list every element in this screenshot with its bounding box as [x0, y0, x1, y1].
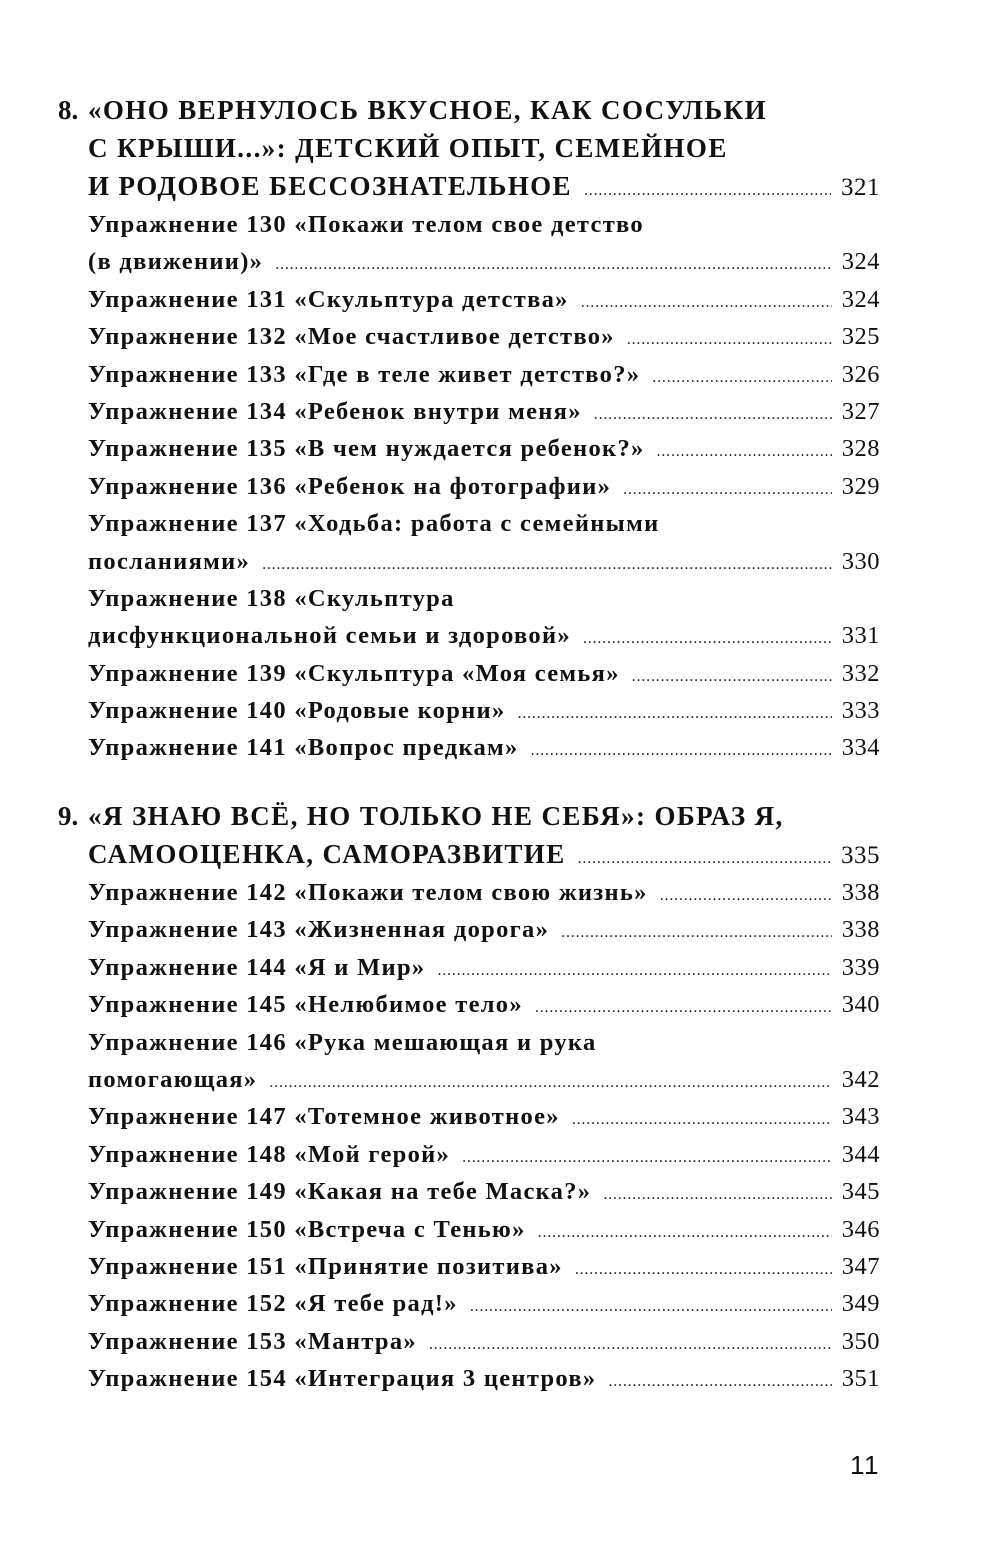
toc-entry-line [88, 1024, 880, 1061]
chapter-page-number: 335 [841, 842, 880, 869]
toc-entry-line [88, 1136, 880, 1173]
toc-entry-line [88, 617, 880, 654]
chapter-title-line [58, 835, 880, 873]
dot-leader [623, 471, 832, 508]
toc-entry-line [88, 1323, 880, 1360]
entry-page-number: 330 [841, 547, 880, 575]
entry-title: дисфункциональной семьи и здоровой» [88, 622, 571, 650]
toc-entry-line [88, 356, 880, 393]
chapter-title-line [58, 797, 880, 835]
dot-leader [583, 620, 832, 657]
chapter-title-line [58, 167, 880, 205]
entry-page-number: 343 [841, 1103, 880, 1131]
entry-page-number: 326 [841, 360, 880, 388]
dot-leader [262, 546, 832, 583]
dot-leader [538, 1214, 832, 1251]
dot-leader [561, 914, 832, 951]
chapter-9-heading [58, 797, 880, 873]
dot-leader [660, 877, 832, 914]
entry-page-number: 333 [841, 697, 880, 725]
entry-title: Упражнение 151 «Принятие позитива» [88, 1252, 563, 1280]
entry-title: Упражнение 145 «Нелюбимое тело» [88, 991, 523, 1019]
entry-page-number: 324 [841, 248, 880, 276]
toc-entry-line [88, 1285, 880, 1322]
chapter-title-text: С КРЫШИ...»: ДЕТСКИЙ ОПЫТ, СЕМЕЙНОЕ [88, 133, 728, 163]
chapter-number: 9. [58, 801, 79, 831]
chapter-number: 8. [58, 95, 79, 125]
dot-leader [572, 1101, 832, 1138]
entry-title: Упражнение 135 «В чем нуждается ребенок?» [88, 435, 645, 463]
entry-title: Упражнение 146 «Рука мешающая и рука [88, 1028, 597, 1056]
toc-entry-line [88, 655, 880, 692]
dot-leader [578, 840, 831, 878]
dot-leader [627, 321, 832, 358]
dot-leader [531, 732, 832, 769]
entry-page-number: 340 [841, 991, 880, 1019]
entry-page-number: 344 [841, 1140, 880, 1168]
entry-page-number: 347 [841, 1252, 880, 1280]
chapter-9-entries [88, 874, 880, 1397]
entry-page-number: 339 [841, 953, 880, 981]
entry-page-number: 338 [841, 916, 880, 944]
entry-title: Упражнение 147 «Тотемное животное» [88, 1103, 560, 1131]
dot-leader [437, 952, 831, 989]
entry-title: (в движении)» [88, 248, 264, 276]
toc-entry-line [88, 1061, 880, 1098]
toc-entry-line [88, 281, 880, 318]
entry-page-number: 329 [841, 472, 880, 500]
dot-leader [575, 1251, 832, 1288]
entry-title: Упражнение 137 «Ходьба: работа с семейными [88, 510, 660, 538]
entry-title: Упражнение 140 «Родовые корни» [88, 697, 506, 725]
entry-title: Упражнение 132 «Мое счастливое детство» [88, 323, 615, 351]
toc-entry-line [88, 729, 880, 766]
chapter-title-text: «ОНО ВЕРНУЛОСЬ ВКУСНОЕ, КАК СОСУЛЬКИ [88, 95, 768, 125]
entry-title: посланиями» [88, 547, 251, 575]
toc-entry-line [88, 430, 880, 467]
dot-leader [594, 396, 832, 433]
entry-page-number: 338 [841, 879, 880, 906]
toc-entry-line [88, 468, 880, 505]
toc-entry-line [88, 580, 880, 617]
entry-page-number: 346 [841, 1215, 880, 1243]
entry-title: Упражнение 136 «Ребенок на фотографии» [88, 472, 612, 500]
dot-leader [584, 172, 831, 210]
entry-title: Упражнение 141 «Вопрос предкам» [88, 734, 519, 762]
entry-title: Упражнение 153 «Мантра» [88, 1327, 417, 1355]
entry-page-number: 350 [841, 1327, 880, 1355]
toc-entry-line [88, 911, 880, 948]
toc-entry-line [88, 1360, 880, 1397]
dot-leader [275, 246, 832, 283]
entry-page-number: 342 [841, 1065, 880, 1093]
entry-title: помогающая» [88, 1065, 258, 1093]
entry-page-number: 324 [841, 285, 880, 313]
entry-page-number: 327 [841, 397, 880, 425]
entry-page-number: 325 [841, 323, 880, 351]
page-number: 11 [850, 1450, 880, 1480]
entry-page-number: 349 [841, 1290, 880, 1318]
entry-page-number: 334 [841, 734, 880, 762]
dot-leader [608, 1363, 831, 1400]
entry-page-number: 332 [841, 659, 880, 687]
dot-leader [470, 1288, 832, 1325]
toc-entry-line [88, 206, 880, 243]
dot-leader [652, 359, 831, 396]
dot-leader [603, 1176, 831, 1213]
entry-title: Упражнение 142 «Покажи телом свою жизнь» [88, 879, 648, 906]
dot-leader [462, 1139, 832, 1176]
entry-title: Упражнение 143 «Жизненная дорога» [88, 916, 550, 944]
dot-leader [518, 695, 832, 732]
toc-entry-line [88, 1173, 880, 1210]
entry-title: Упражнение 150 «Встреча с Тенью» [88, 1215, 526, 1243]
entry-page-number: 345 [841, 1178, 880, 1206]
toc-entry-line [88, 1098, 880, 1135]
entry-title: Упражнение 133 «Где в теле живет детство?» [88, 360, 641, 388]
chapter-8-heading [58, 91, 880, 205]
entry-page-number: 328 [841, 435, 880, 463]
dot-leader [535, 989, 832, 1026]
entry-title: Упражнение 139 «Скульптура «Моя семья» [88, 659, 620, 687]
toc-entry-line [88, 243, 880, 280]
toc-entry-line [88, 505, 880, 542]
toc-entry-line [88, 949, 880, 986]
dot-leader [581, 284, 832, 321]
toc-entry-line [88, 692, 880, 729]
toc-entry-line [88, 874, 880, 911]
chapter-title-text: САМООЦЕНКА, САМОРАЗВИТИЕ [88, 839, 566, 869]
entry-page-number: 351 [841, 1365, 880, 1393]
toc-entry-line [88, 1248, 880, 1285]
entry-title: Упражнение 144 «Я и Мир» [88, 953, 426, 981]
dot-leader [657, 433, 832, 470]
entry-title: Упражнение 152 «Я тебе рад!» [88, 1290, 458, 1318]
chapter-title-line [58, 91, 880, 129]
entry-title: Упражнение 134 «Ребенок внутри меня» [88, 397, 582, 425]
entry-page-number: 331 [841, 622, 880, 650]
dot-leader [429, 1326, 832, 1363]
entry-title: Упражнение 130 «Покажи телом свое детство [88, 211, 644, 238]
entry-title: Упражнение 148 «Мой герой» [88, 1140, 451, 1168]
chapter-page-number: 321 [841, 174, 880, 201]
chapter-title-text: «Я ЗНАЮ ВСЁ, НО ТОЛЬКО НЕ СЕБЯ»: ОБРАЗ Я, [88, 801, 784, 831]
toc-entry-line [88, 986, 880, 1023]
toc-entry-line [88, 318, 880, 355]
chapter-title-text: И РОДОВОЕ БЕССОЗНАТЕЛЬНОЕ [88, 171, 572, 201]
toc-entry-line [88, 393, 880, 430]
dot-leader [269, 1064, 831, 1101]
entry-title: Упражнение 138 «Скульптура [88, 584, 455, 612]
chapter-8-entries [88, 206, 880, 767]
entry-title: Упражнение 131 «Скульптура детства» [88, 285, 569, 313]
entry-title: Упражнение 154 «Интеграция 3 центров» [88, 1365, 597, 1393]
entry-title: Упражнение 149 «Какая на тебе Маска?» [88, 1178, 592, 1206]
toc-entry-line [88, 1211, 880, 1248]
dot-leader [632, 658, 832, 695]
toc-entry-line [88, 543, 880, 580]
chapter-title-line [58, 129, 880, 167]
